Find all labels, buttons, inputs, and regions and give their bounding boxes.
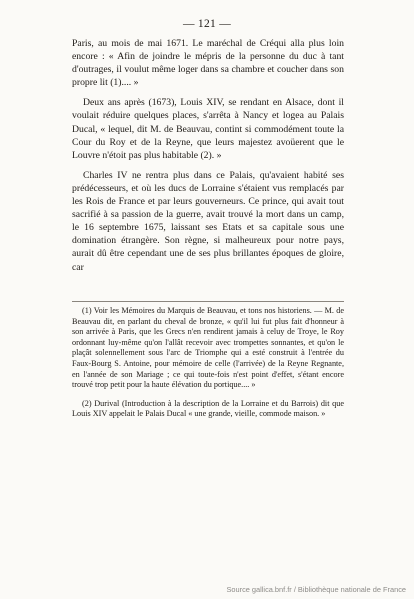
page-number: — 121 — [182,18,232,30]
footnote: (1) Voir les Mémoires du Marquis de Beauvau, et tons nos historiens. — M. de Beauvau dit, en parlant du cheval de bronze, « qu'il lui fut plus fait d'honneur à son arrivée à Paris, que les Grecs n'en rendirent jamais à celuy de Troye, le Roy ordonnant luy-même qu'on l'allât recevoir avec trompettes sonnantes, et qu'on le plaçât solennellement sous l'arc de Triomphe qui a esté construit à l'entrée du Faux-Bourg S. Antoine, pour mémoire de celle (l'arrivée) de la Reyne Regnante, en l'année de son Mariage ; ce qui toute-fois n'est point d'effet, s'étant encore trouvé trop petit pour la haute élévation du portique.... » [72,306,344,390]
paragraph: Paris, au mois de mai 1671. Le maréchal de Créqui alla plus loin encore : « Afin de joindre le mépris de la personne du duc à tant d'outrages, il voulut même loger dans sa chambre et coucher dans son propre lit (1).... » [72,38,344,89]
footnotes [72,306,344,428]
source-credit: Source gallica.bnf.fr / Bibliothèque nationale de France [226,585,406,594]
paragraph: Deux ans après (1673), Louis XIV, se rendant en Alsace, dont il voulait réduire quelques places, s'arrêta à Nancy et logea au Palais Ducal, « lequel, dit M. de Beauvau, contint si commodément toute la Cour du Roy et de la Reyne, que leurs majestez avoüerent que le Louvre n'étoit pas plus habitable (2). » [72,97,344,161]
footnote-divider [72,301,344,302]
paragraph: Charles IV ne rentra plus dans ce Palais, qu'avaient habité ses prédécesseurs, et où les ducs de Lorraine s'étaient vus remplacés par les Rois de France et par leurs gouverneurs. Ce prince, qui avait tout sacrifié à sa passion de la guerre, avait trouvé la mort dans un camp, le 16 septembre 1675, laissant ses Etats et sa capitale sous une domination étrangère. Son règne, si malheureux pour notre pays, aurait dû être cependant une de ses plus brillantes époques de gloire, car [72,169,344,273]
body-text [72,37,344,281]
footnote: (2) Durival (Introduction à la description de la Lorraine et du Barrois) dit que Louis XIV appelait le Palais Ducal « une grande, vieille, commode maison. » [72,398,344,419]
